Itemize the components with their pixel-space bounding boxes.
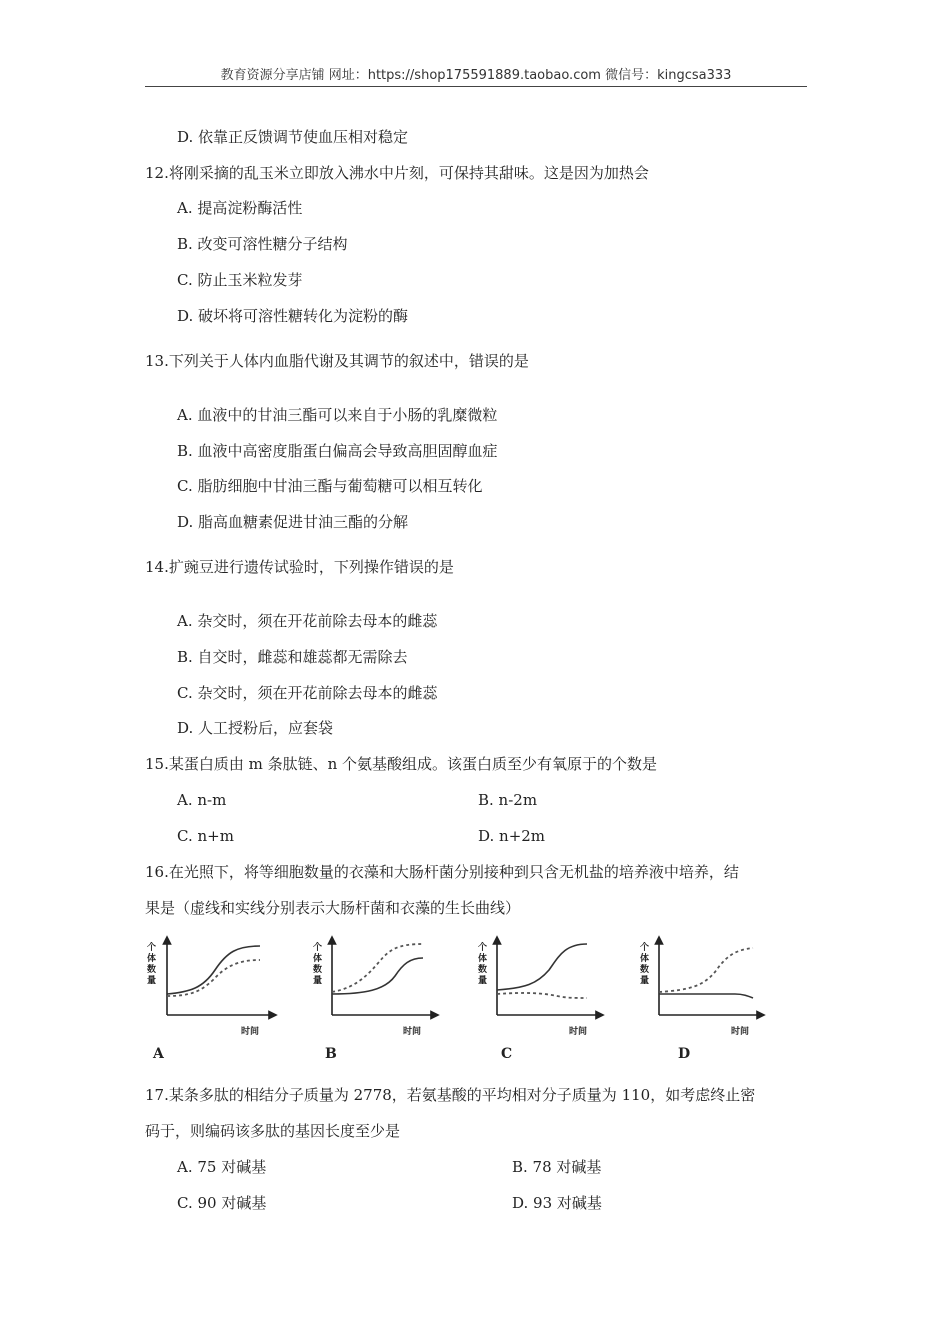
q12-option-c: C. 防止玉米粒发芽 [177,271,303,289]
q13-stem: 13.下列关于人体内血脂代谢及其调节的叙述中，错误的是 [145,352,529,370]
q16-graphs [145,930,805,1065]
q11-option-d: D. 依靠正反馈调节使血压相对稳定 [177,128,409,146]
graph-a-xlabel: 时间 [241,1027,260,1037]
q17-option-a: A. 75 对碱基 [177,1158,267,1176]
q12-option-d: D. 破坏将可溶性糖转化为淀粉的酶 [177,307,409,325]
q12-stem: 12.将刚采摘的乱玉米立即放入沸水中片刻，可保持其甜味。这是因为加热会 [145,164,649,182]
graph-b-ylabel-4: 量 [313,976,323,986]
graph-c [478,940,600,1062]
q17-option-d: D. 93 对碱基 [512,1194,602,1212]
graph-c-ylabel-4: 量 [478,976,488,986]
graph-a-solid-curve [167,946,260,994]
graph-d-ylabel-2: 体 [640,954,650,964]
q13-option-b: B. 血液中高密度脂蛋白偏高会导致高胆固醇血症 [177,442,498,460]
q13-option-a: A. 血液中的甘油三酯可以来自于小肠的乳糜微粒 [177,406,498,424]
graph-c-solid-curve [497,944,587,990]
q17-option-b: B. 78 对碱基 [512,1158,602,1176]
graph-d-dashed-curve [659,948,753,992]
q12-option-a: A. 提高淀粉酶活性 [177,199,303,217]
graph-b-dashed-curve [332,944,423,992]
q16-stem-line2: 果是（虚线和实线分别表示大肠杆菌和衣藻的生长曲线） [145,899,521,917]
graph-b-letter: B [325,1046,337,1062]
graph-c-ylabel-3: 数 [478,965,488,975]
graph-b [313,940,435,1062]
graph-a-ylabel-1: 个 [147,943,157,953]
q12-option-b: B. 改变可溶性糖分子结构 [177,235,348,253]
graph-a [147,940,273,1062]
q14-option-b: B. 自交时，雌蕊和雄蕊都无需除去 [177,648,408,666]
graph-d-letter: D [678,1046,691,1062]
q15-stem: 15.某蛋白质由 m 条肽链、n 个氨基酸组成。该蛋白质至少有氧原于的个数是 [145,755,658,773]
graph-d-ylabel-4: 量 [640,976,650,986]
graph-a-ylabel-2: 体 [147,954,157,964]
q13-option-d: D. 脂高血糖素促进甘油三酯的分解 [177,513,409,531]
q17-stem-line2: 码于，则编码该多肽的基因长度至少是 [145,1122,401,1140]
graph-c-xlabel: 时间 [569,1027,588,1037]
graph-b-ylabel-2: 体 [313,954,323,964]
graph-d-ylabel-3: 数 [640,965,650,975]
q14-option-c: C. 杂交时，须在开花前除去母本的雌蕊 [177,684,438,702]
graph-a-dashed-curve [167,960,260,996]
q16-stem-line1: 16.在光照下，将等细胞数量的衣藻和大肠杆菌分别接种到只含无机盐的培养液中培养，结 [145,863,739,881]
graph-b-xlabel: 时间 [403,1027,422,1037]
graph-c-dashed-curve [497,993,587,998]
q16-graphs-svg [145,930,805,1065]
q13-option-c: C. 脂肪细胞中甘油三酯与葡萄糖可以相互转化 [177,477,483,495]
graph-b-ylabel-3: 数 [313,965,323,975]
graph-b-ylabel-1: 个 [313,943,323,953]
graph-c-letter: C [501,1046,513,1062]
q15-option-a: A. n-m [177,791,227,809]
page-header: 教育资源分享店铺 网址：https://shop175591889.taobao.com 微信号：kingcsa333 [220,68,732,83]
q14-option-d: D. 人工授粉后，应套袋 [177,719,334,737]
q14-option-a: A. 杂交时，须在开花前除去母本的雌蕊 [177,612,438,630]
graph-c-ylabel-2: 体 [478,954,488,964]
graph-d [640,940,761,1062]
q17-stem-line1: 17.某条多肽的相结分子质量为 2778，若氨基酸的平均相对分子质量为 110，如考虑终止密 [145,1086,756,1104]
q17-option-c: C. 90 对碱基 [177,1194,267,1212]
graph-d-xlabel: 时间 [731,1027,750,1037]
q15-option-c: C. n+m [177,827,234,845]
graph-c-ylabel-1: 个 [478,943,488,953]
q15-option-d: D. n+2m [478,827,546,845]
header-rule [145,86,807,87]
graph-a-ylabel-4: 量 [147,976,157,986]
q14-stem: 14.扩豌豆进行遗传试验时，下列操作错误的是 [145,558,454,576]
q15-option-b: B. n-2m [478,791,538,809]
graph-a-ylabel-3: 数 [147,965,157,975]
graph-d-ylabel-1: 个 [640,943,650,953]
graph-d-solid-curve [659,994,753,998]
graph-a-letter: A [153,1046,164,1062]
